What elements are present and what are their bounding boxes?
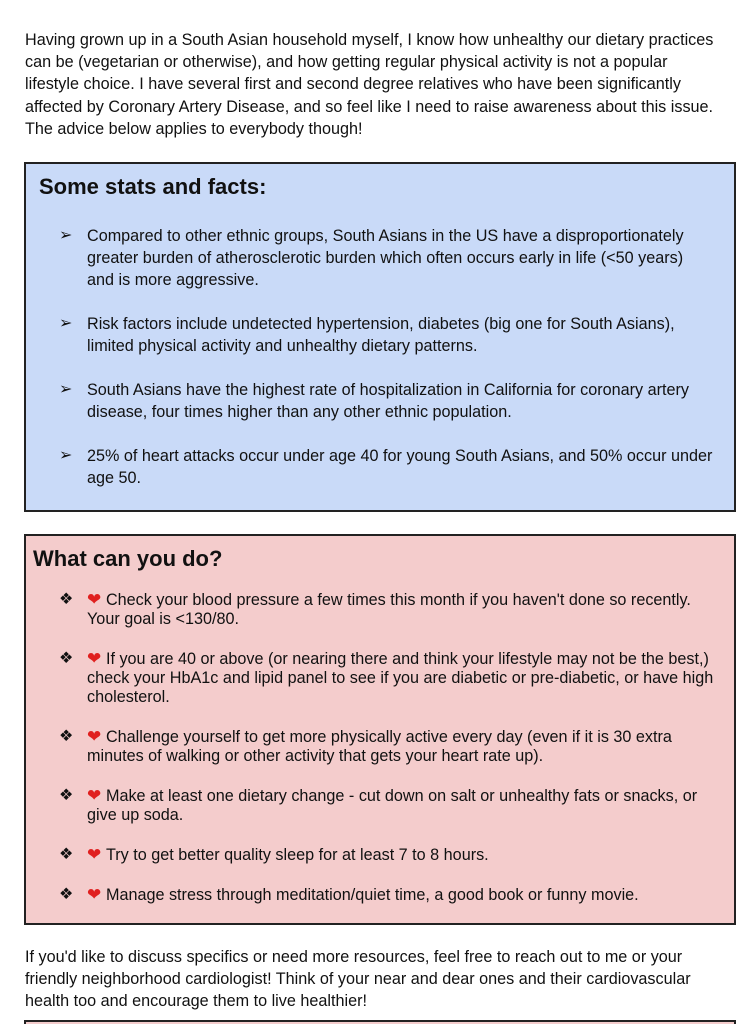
next-box-edge — [24, 1020, 736, 1024]
arrow-bullet-icon: ➢ — [59, 227, 73, 244]
diamond-bullet-icon: ❖ — [59, 787, 74, 804]
arrow-bullet-icon: ➢ — [59, 447, 73, 464]
todo-box — [24, 534, 736, 925]
todo-item — [26, 649, 734, 707]
heart-icon: ❤ — [87, 590, 106, 609]
intro-paragraph: Having grown up in a South Asian household myself, I know how unhealthy our dietary practices can be (vegetarian or otherwise), and how getting regular physical activity is not a popular lifestyle choice. I have several first and second degree relatives who have been significantly affected by Coronary Artery Disease, and so feel like I need to raise awareness about this issue. The advice below applies to everybody though! — [25, 31, 714, 138]
todo-item — [26, 786, 734, 825]
stats-item-text: 25% of heart attacks occur under age 40 for young South Asians, and 50% occur under age 50. — [87, 447, 713, 487]
stats-item-text: Compared to other ethnic groups, South Asians in the US have a disproportionately greater burden of atherosclerotic burden which often occurs early in life (<50 years) and is more aggressive. — [87, 227, 684, 289]
arrow-bullet-icon: ➢ — [59, 315, 73, 332]
stats-item — [26, 225, 734, 291]
todo-item — [26, 885, 734, 905]
todo-item-text: Try to get better quality sleep for at least 7 to 8 hours. — [105, 846, 489, 864]
todo-item-text: If you are 40 or above (or nearing there and think your lifestyle may not be the best,) check your HbA1c and lipid panel to see if you are diabetic or pre-diabetic, or have high cholesterol. — [87, 650, 714, 706]
arrow-bullet-icon: ➢ — [59, 381, 73, 398]
todo-item — [26, 845, 734, 865]
diamond-bullet-icon: ❖ — [59, 591, 74, 608]
stats-box — [24, 162, 736, 512]
heart-icon: ❤ — [87, 845, 106, 864]
stats-item — [26, 313, 734, 357]
todo-title: What can you do? — [33, 546, 223, 571]
diamond-bullet-icon: ❖ — [59, 728, 74, 745]
stats-item-text: South Asians have the highest rate of hospitalization in California for coronary artery disease, four times higher than any other ethnic population. — [87, 381, 689, 421]
todo-item-text: Check your blood pressure a few times this month if you haven't done so recently. Your goal is <130/80. — [87, 591, 691, 628]
todo-item-text: Challenge yourself to get more physically active every day (even if it is 30 extra minutes of walking or other activity that gets your heart rate up). — [87, 728, 672, 765]
heart-icon: ❤ — [87, 786, 106, 805]
diamond-bullet-icon: ❖ — [59, 846, 74, 863]
stats-item — [26, 379, 734, 423]
todo-item-text: Make at least one dietary change - cut down on salt or unhealthy fats or snacks, or give up soda. — [87, 787, 698, 824]
heart-icon: ❤ — [87, 649, 106, 668]
outro-paragraph: If you'd like to discuss specifics or need more resources, feel free to reach out to me or your friendly neighborhood cardiologist! Think of your near and dear ones and their cardiovascular health too and encourage them to live healthier! — [25, 948, 691, 1011]
stats-item-text: Risk factors include undetected hypertension, diabetes (big one for South Asians), limited physical activity and unhealthy dietary patterns. — [87, 315, 675, 355]
heart-icon: ❤ — [87, 727, 106, 746]
stats-title: Some stats and facts: — [39, 174, 267, 199]
stats-item — [26, 445, 734, 489]
heart-icon: ❤ — [87, 885, 106, 904]
diamond-bullet-icon: ❖ — [59, 886, 74, 903]
todo-item — [26, 727, 734, 766]
stats-list — [26, 225, 734, 511]
diamond-bullet-icon: ❖ — [59, 650, 74, 667]
todo-item-text: Manage stress through meditation/quiet time, a good book or funny movie. — [105, 886, 639, 904]
todo-list — [26, 590, 734, 925]
todo-item — [26, 590, 734, 629]
